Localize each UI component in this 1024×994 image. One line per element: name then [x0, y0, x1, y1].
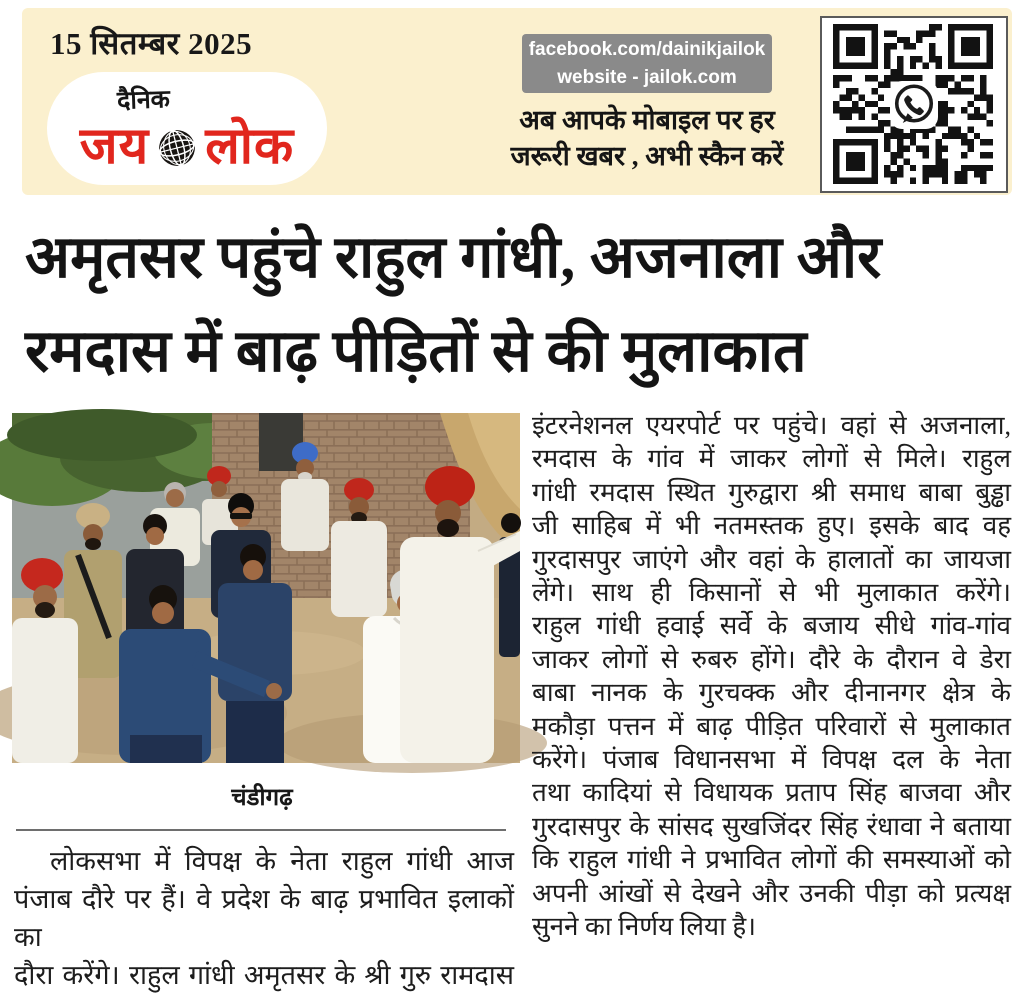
promo-line-2: जरूरी खबर , अभी स्कैन करें — [510, 141, 784, 171]
qr-code — [820, 16, 1008, 193]
article-text-line: जी साहिब में भी नतमस्तक हुए। इसके बाद वह — [532, 511, 1011, 541]
dateline-rule — [16, 829, 506, 831]
crowd-illustration — [12, 413, 520, 763]
article-text-line: सुनने का निर्णय लिया है। — [532, 912, 757, 942]
article-text-line: अपनी आंखों से देखने और उनकी पीड़ा को प्रत्यक्ष — [532, 878, 1011, 908]
article-text-line: जाकर लोगों से रुबरु होंगे। दौरे के दौरान वे डेरा — [532, 644, 1011, 674]
article-text-line: मकौड़ा पत्तन में बाढ़ पीड़ित परिवारों से मुलाकात — [532, 711, 1011, 741]
article-photo — [12, 413, 520, 763]
article-text-line: गुरदासपुर जाएंगे और वहां के हालातों का जायजा — [532, 544, 1011, 574]
article-text-line: इंटरनेशनल एयरपोर्ट पर पहुंचे। वहां से अजनाला, — [532, 411, 1011, 440]
logo-word-jai: जय — [79, 119, 150, 175]
logo-word-lok: लोक — [205, 119, 295, 175]
article-text-line: रमदास के गांव में जाकर लोगों से मिले। राहुल — [532, 444, 1011, 474]
masthead-band — [22, 8, 1012, 195]
article-text-line: गुरदासपुर के सांसद सुखजिंदर सिंह रंधावा ने बताया — [532, 811, 1011, 841]
logo-tagline: दैनिक — [116, 86, 171, 115]
issue-date: 15 सितम्बर 2025 — [50, 26, 253, 61]
logo-title-row — [57, 119, 317, 175]
article-text-line: लेंगे। साथ ही किसानों से भी मुलाकात करेंगे। — [532, 578, 1011, 608]
article-text-line: कि राहुल गांधी ने प्रभावित लोगों की समस्याओं को — [532, 845, 1011, 875]
article-text-line: करेंगे। पंजाब विधानसभा में विपक्ष दल के नेता — [532, 745, 1011, 775]
article-text-line: राहुल गांधी हवाई सर्वे के बजाय सीधे गांव-गांव — [532, 611, 1011, 641]
article-text-line: पंजाब दौरे पर हैं। वे प्रदेश के बाढ़ प्रभावित इलाकों का — [14, 884, 514, 952]
dateline: चंडीगढ़ — [231, 785, 293, 811]
globe-icon — [152, 122, 203, 173]
whatsapp-icon — [890, 81, 938, 129]
article-text-line: तथा कादियां से विधायक प्रताप सिंह बाजवा और — [532, 778, 1011, 808]
website-url: website - jailok.com — [557, 66, 737, 88]
headline — [25, 210, 1010, 398]
article-text-line: दौरा करेंगे। राहुल गांधी अमृतसर के श्री गुरु रामदास — [14, 960, 514, 990]
headline-line-1: अमृतसर पहुंचे राहुल गांधी, अजनाला और — [25, 224, 882, 290]
promo-text — [498, 102, 796, 174]
article-left-column — [14, 842, 514, 994]
social-links-box — [522, 34, 772, 93]
article-text-line: गांधी रमदास स्थित गुरुद्वारा श्री समाध बाबा बुड्ढा — [532, 477, 1011, 507]
article-text-line: बाबा नानक के गुरचक्क और दीनानगर क्षेत्र के — [532, 678, 1011, 708]
newspaper-logo — [47, 72, 327, 185]
article-right-column — [532, 409, 1011, 944]
promo-line-1: अब आपके मोबाइल पर हर — [519, 105, 775, 135]
facebook-url: facebook.com/dainikjailok — [528, 38, 766, 60]
article-text-line: लोकसभा में विपक्ष के नेता राहुल गांधी आज — [50, 846, 514, 876]
headline-line-2: रमदास में बाढ़ पीड़ितों से की मुलाकात — [25, 318, 807, 384]
